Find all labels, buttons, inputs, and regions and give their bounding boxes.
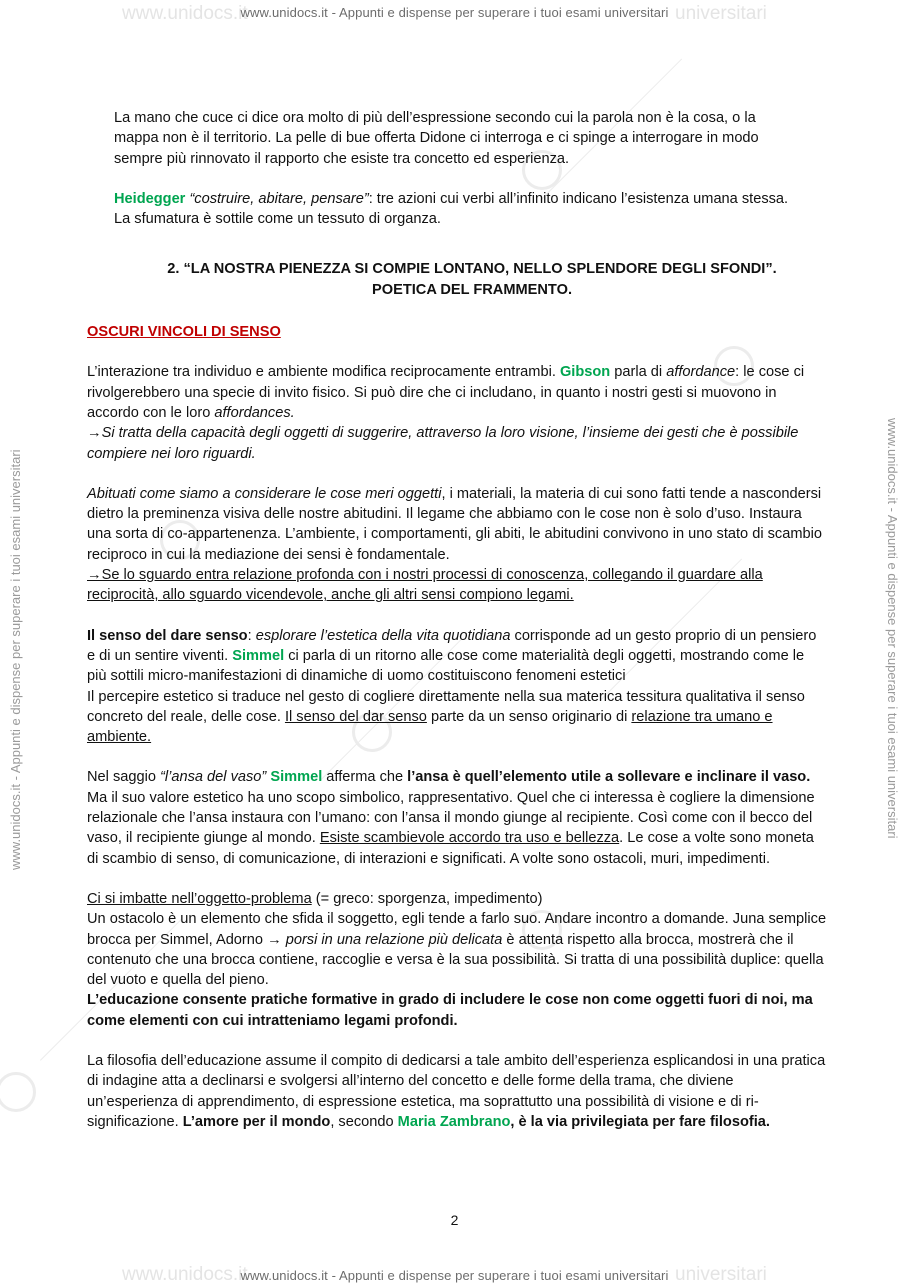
section-title xyxy=(87,322,827,342)
gibson-arrow-note: →Si tratta della capacità degli oggetti di suggerire, attraverso la loro visione, l’insieme dei gesti che è possibile compiere nei loro riguardi. xyxy=(87,425,799,462)
ostacolo-text-c: è attenta rispetto alla brocca, mostrerà che il contenuto che una brocca contiene, raccoglie e versa è la sua possibilità. Si tratta di una possibilità duplice: quella del vuoto e quella del pieno. xyxy=(87,931,824,989)
senso-text-c: Il percepire estetico si traduce nel gesto di cogliere direttamente nella sua materica tessitura qualitativa il senso concreto del reale, delle cose. xyxy=(87,688,805,725)
page-number: 2 xyxy=(450,1212,459,1228)
watermark-ghost-bottom-right: universitari xyxy=(675,1264,767,1285)
ansa-underline: Esiste scambievole accordo tra uso e bellezza xyxy=(319,830,620,847)
senso-text-a: corrisponde ad un gesto proprio di un pensiero e di un sentire viventi. xyxy=(87,627,817,664)
abituati-arrow-note: →Se lo sguardo entra relazione profonda con i nostri processi di conoscenza, collegando il guardare alla reciprocità, allo sguardo vicendevole, anche gli altri sensi compiono legami. xyxy=(87,567,763,604)
ostacolo-underline: Ci si imbatte nell’oggetto-problema xyxy=(87,890,312,907)
senso-text-d: parte da un senso originario di xyxy=(426,708,632,725)
ostacolo-text-a: (= greco: sporgenza, impedimento) xyxy=(311,890,543,907)
gibson-text-c: : le cose ci rivolgerebbero una specie di invito fisico. Si può dire che ci includano, in quanto i nostri gesti si muovono in accordo con le loro xyxy=(87,364,805,421)
author-simmel-2: Simmel xyxy=(266,769,323,786)
heidegger-paragraph xyxy=(87,189,804,230)
gibson-text-a: L’interazione tra individuo e ambiente modifica reciprocamente entrambi. xyxy=(87,364,560,381)
filosofia-bold-2: , è la via privilegiata per fare filosofia. xyxy=(510,1113,770,1130)
intro-text: La mano che cuce ci dice ora molto di più dell’espressione secondo cui la parola non è la cosa, o la mappa non è il territorio. La pelle di bue offerta Didone ci interroga e ci spinge a interrogare in modo sempre più rinnovato il rapporto che esiste tra concetto ed esperienza. xyxy=(114,110,759,167)
ansa-text-d: . Le cose a volte sono moneta di scambio di senso, di comunicazione, di interazioni e significati. A volte sono ostacoli, muri, impedimenti. xyxy=(87,830,814,867)
senso-colon: : xyxy=(247,627,256,644)
senso-underline-2: relazione tra umano e ambiente. xyxy=(87,708,773,746)
abituati-italic: Abituati come siamo a considerare le cose meri oggetti xyxy=(87,485,442,502)
filosofia-paragraph xyxy=(87,1051,827,1132)
author-zambrano: Maria Zambrano xyxy=(397,1113,511,1130)
gibson-text-b: parla di xyxy=(610,364,667,381)
watermark-side-right: www.unidocs.it - Appunti e dispense per superare i tuoi esami universitari xyxy=(885,418,900,839)
chapter-heading-line2: POETICA DEL FRAMMENTO. xyxy=(372,281,572,298)
filosofia-text-b: , secondo xyxy=(330,1113,398,1130)
watermark-ghost-top-left: www.unidocs.it xyxy=(122,3,248,24)
term-affordances: affordances. xyxy=(214,404,295,421)
ostacolo-italic: porsi in una relazione più delicata xyxy=(285,931,503,948)
watermark-ghost-bottom-left: www.unidocs.it xyxy=(122,1264,248,1285)
watermark-ghost-top-right: universitari xyxy=(675,3,767,24)
heidegger-text: : tre azioni cui verbi all’infinito indicano l’esistenza umana stessa. La sfumatura è sottile come un tessuto di organza. xyxy=(114,190,789,228)
filosofia-text-a: La filosofia dell’educazione assume il compito di dedicarsi a tale ambito dell’esperienza esplicandosi in una pratica di indagine atta a declinarsi e svolgersi all’interno del concetto e delle forme della trama, che diviene un’esperienza di apprendimento, di espressione estetica, ma soprattutto una possibilità di visione e di ri-significazione. xyxy=(87,1052,826,1130)
ostacolo-text-b: Un ostacolo è un elemento che sfida il soggetto, egli tende a farlo suo. Andare incontro a domande. Juna semplice brocca per Simmel, Adorno → xyxy=(87,911,827,948)
senso-underline-1: Il senso del dar senso xyxy=(284,708,427,725)
section-title-text: OSCURI VINCOLI DI SENSO xyxy=(87,324,281,341)
abituati-text: , i materiali, la materia di cui sono fatti tende a nascondersi dietro la preminenza visiva delle nostre abitudini. Il legame che abbiamo con le cose non è solo d’uso. Instaura una sorta di co-appartenenza. L’ambiente, i comportamenti, gli abiti, le abitudini convivono in uno stato di scambio reciproco in cui la mediazione dei sensi è fondamentale. xyxy=(87,485,822,563)
ansa-text-a: Nel saggio xyxy=(87,769,161,786)
chapter-heading-line1: 2. “LA NOSTRA PIENEZZA SI COMPIE LONTANO, NELLO SPLENDORE DEGLI SFONDI”. xyxy=(167,261,777,278)
document-body xyxy=(87,108,827,1152)
abituati-paragraph xyxy=(87,484,827,606)
watermark-top: www.unidocs.it - Appunti e dispense per superare i tuoi esami universitari xyxy=(240,5,669,20)
intro-paragraph xyxy=(87,108,804,169)
ostacolo-paragraph xyxy=(87,889,827,1031)
chapter-heading xyxy=(87,259,827,300)
ansa-essay-title: “l’ansa del vaso” xyxy=(160,769,267,786)
ansa-bold: l’ansa è quell’elemento utile a sollevare e inclinare il vaso. xyxy=(407,769,811,786)
author-heidegger: Heidegger xyxy=(114,190,186,207)
senso-bold: Il senso del dare senso xyxy=(87,627,248,644)
watermark-side-left: www.unidocs.it - Appunti e dispense per superare i tuoi esami universitari xyxy=(8,449,23,870)
author-gibson: Gibson xyxy=(559,364,611,381)
ansa-text-c: Ma il suo valore estetico ha uno scopo simbolico, rappresentativo. Quel che ci interessa è cogliere la dimensione relazionale che l’ansa instaura con l’umano: con l’ansa il mondo giunge al recipiente. Così come con il becco del vaso, il recipiente giunge al mondo. xyxy=(87,789,815,847)
watermark-logo-icon xyxy=(0,1072,36,1112)
term-affordance: affordance xyxy=(666,364,736,381)
filosofia-bold-1: L’amore per il mondo xyxy=(182,1113,331,1130)
senso-text-b: ci parla di un ritorno alle cose come materialità degli oggetti, mostrando come le più sottili micro-manifestazioni di dinamiche di uomo costituiscono fenomeni estetici xyxy=(87,647,805,685)
senso-paragraph xyxy=(87,626,827,748)
senso-italic: esplorare l’estetica della vita quotidiana xyxy=(255,627,511,644)
watermark-bottom: www.unidocs.it - Appunti e dispense per superare i tuoi esami universitari xyxy=(240,1268,669,1283)
ansa-text-b: afferma che xyxy=(322,769,408,786)
ansa-paragraph xyxy=(87,767,827,868)
ostacolo-bold: L’educazione consente pratiche formative in grado di includere le cose non come oggetti fuori di noi, ma come elementi con cui intratteniamo legami profondi. xyxy=(87,992,813,1029)
author-simmel: Simmel xyxy=(232,647,285,664)
heidegger-quote: “costruire, abitare, pensare” xyxy=(189,190,369,207)
gibson-paragraph xyxy=(87,362,827,463)
